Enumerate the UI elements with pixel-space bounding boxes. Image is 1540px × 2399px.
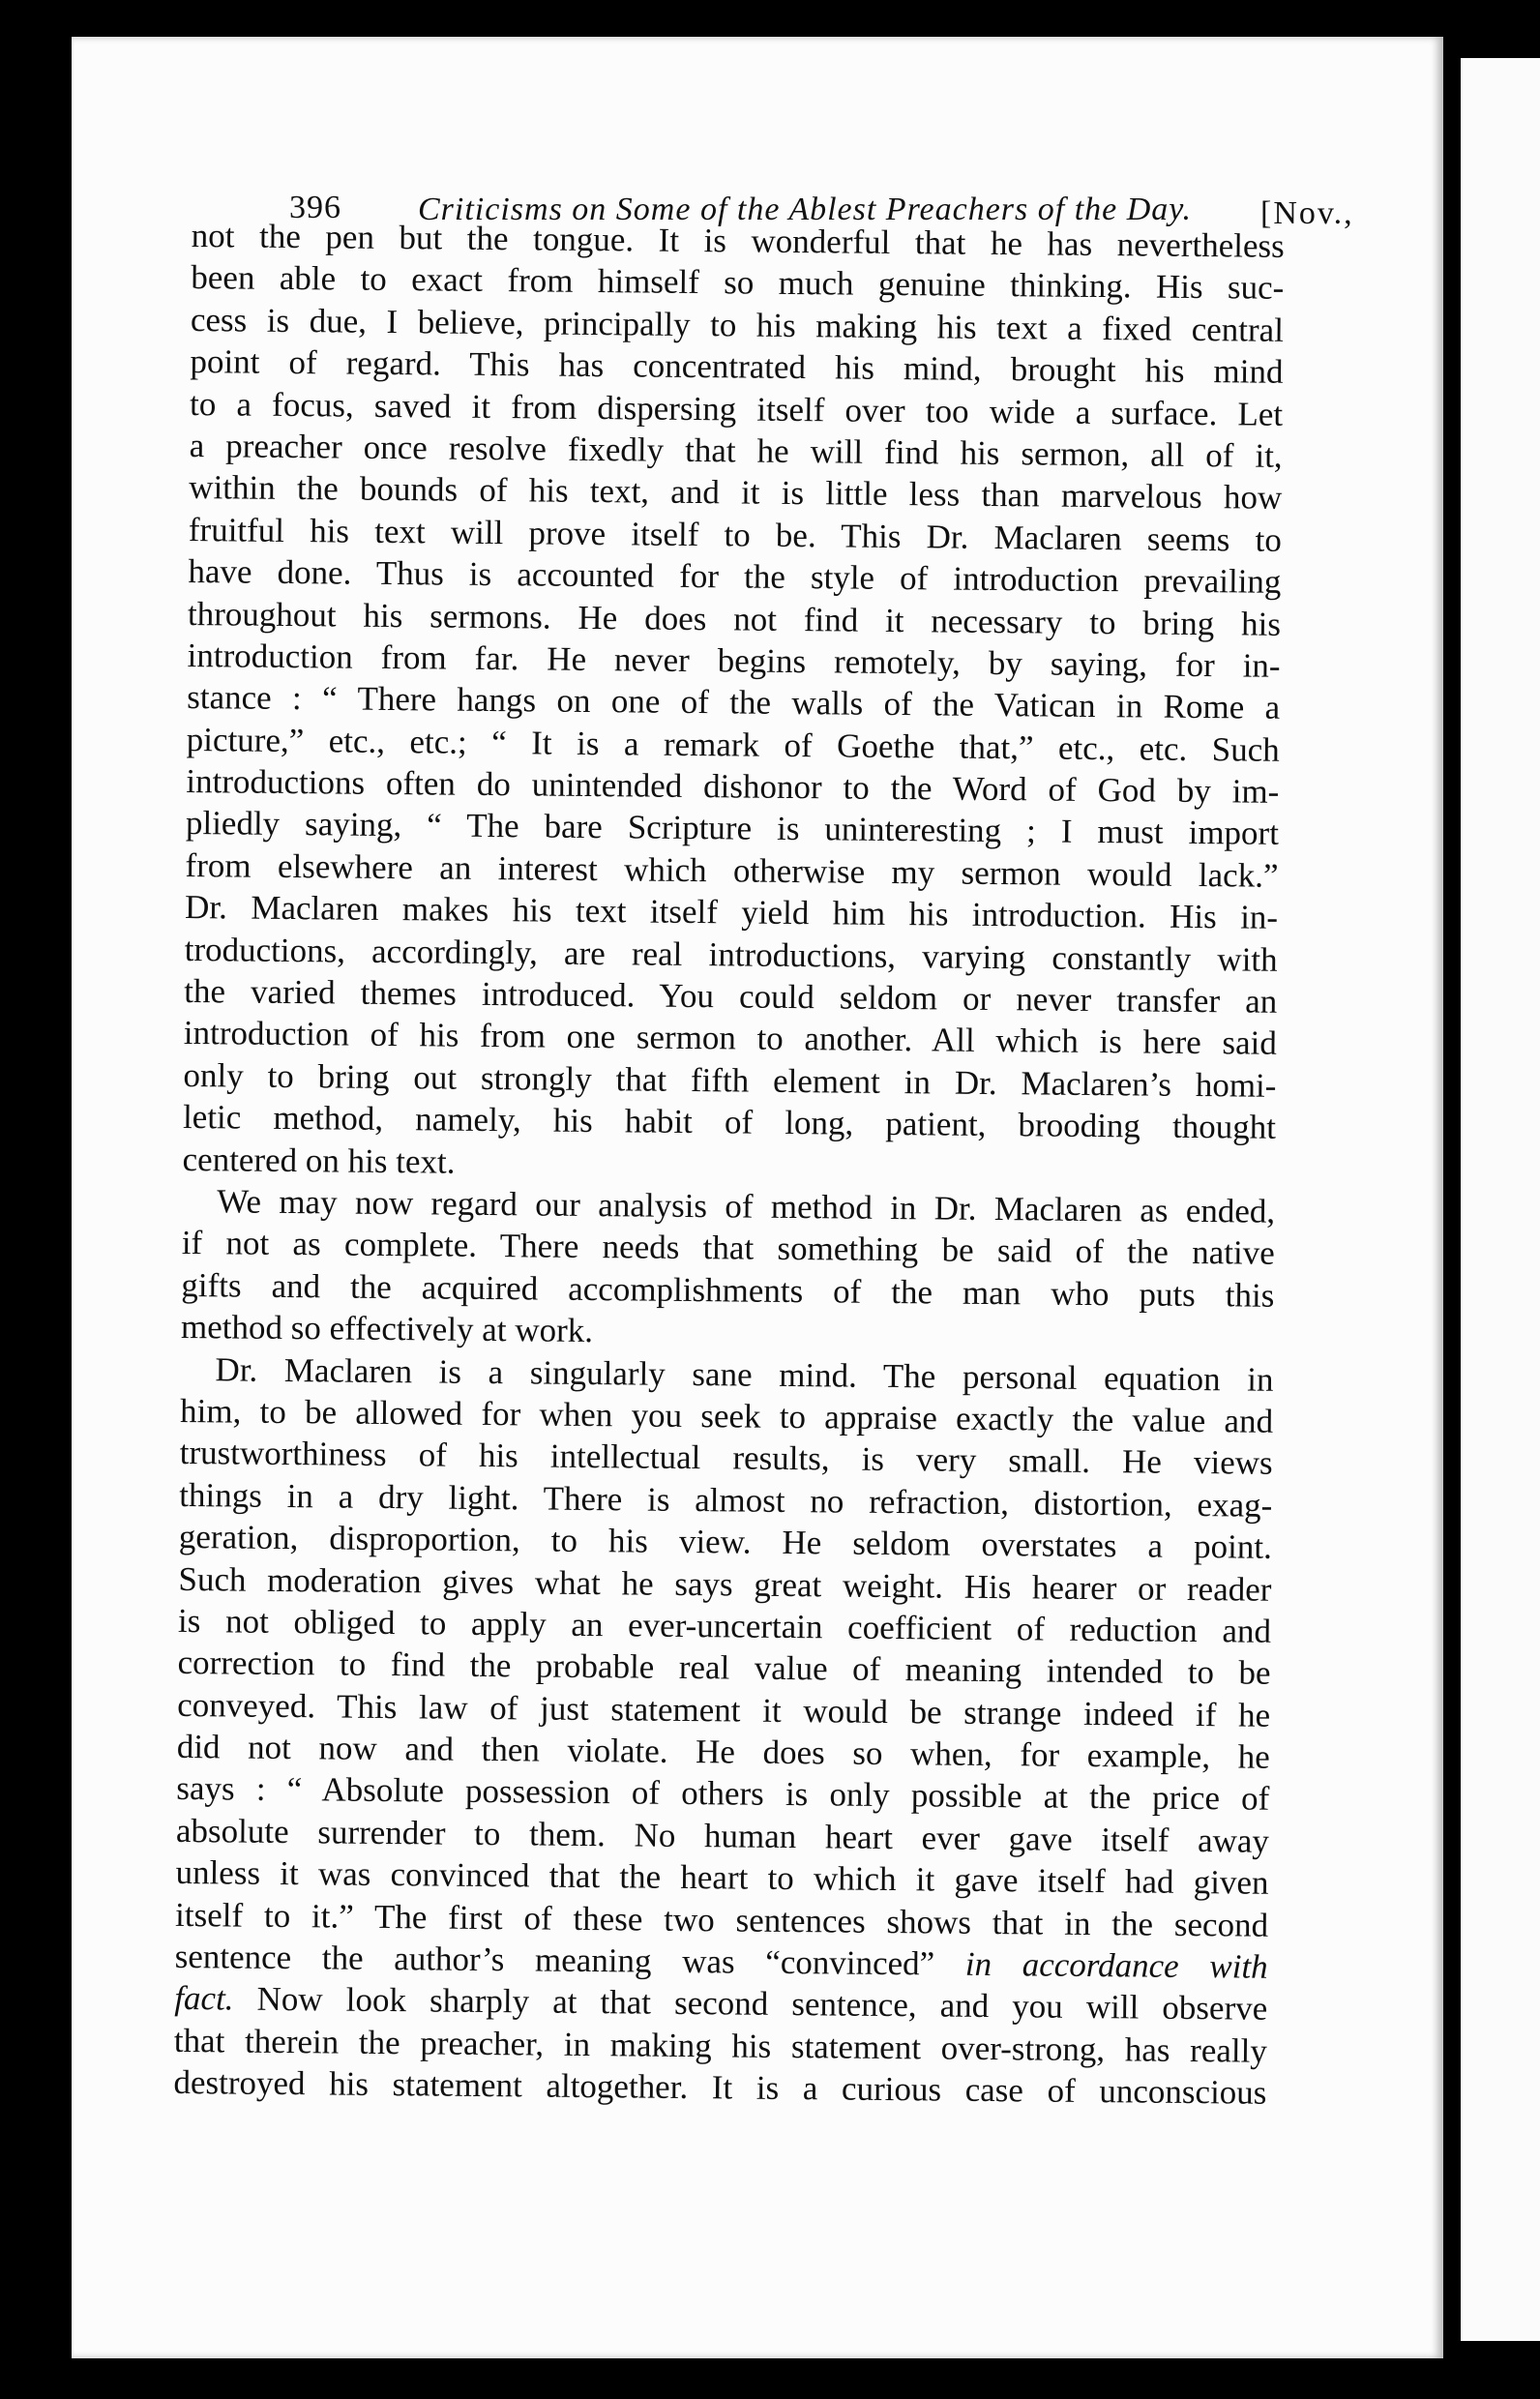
text-line: introduction of his from one sermon to another. All which is here said (183, 1014, 1278, 1063)
text-line: gifts and the acquired accomplishments of the man who puts this (181, 1265, 1275, 1315)
line-segment: Now look sharply at that second sentence, and you will observe (256, 1980, 1268, 2029)
text-line: within the bounds of his text, and it is little less than marvelous how (189, 468, 1283, 518)
text-line: method so effectively at work. (180, 1308, 594, 1350)
text-line: centered on his text. (182, 1140, 456, 1181)
text-line: is not obliged to apply an ever-uncertain coefficient of reduction and (177, 1601, 1272, 1650)
text-line: correction to find the probable real value of meaning intended to be (177, 1644, 1271, 1693)
text-line: trustworthiness of his intellectual results, is very small. He views (179, 1434, 1273, 1483)
text-line: picture,” etc., etc.; “ It is a remark of Goethe that,” etc., etc. Such (186, 720, 1280, 769)
body-text (173, 215, 1285, 2114)
text-line: have done. Thus is accounted for the style of introduction prevailing (188, 552, 1282, 601)
line-segment: sentence the author’s meaning was “convinced” (174, 1937, 935, 1983)
italic-phrase: in accordance with (964, 1944, 1268, 1986)
text-line: that therein the preacher, in making his statement over-strong, has really (173, 2021, 1268, 2070)
text-line: been able to exact from himself so much genuine thinking. His suc- (191, 258, 1285, 308)
text-line: did not now and then violate. He does so when, for example, he (176, 1727, 1270, 1776)
text-line: things in a dry light. There is almost no refraction, distortion, exag- (179, 1475, 1273, 1525)
text-line: to a focus, saved it from dispersing itself over too wide a surface. Let (189, 384, 1284, 433)
text-line: from elsewhere an interest which otherwise my sermon would lack.” (185, 845, 1279, 895)
text-line: pliedly saying, “ The bare Scripture is uninteresting ; I must import (185, 804, 1280, 853)
text-line: throughout his sermons. He does not find it necessary to bring his (187, 594, 1282, 643)
text-line: Dr. Maclaren is a singularly sane mind. The personal equation in (215, 1349, 1274, 1399)
text-line: letic method, namely, his habit of long, patient, brooding thought (182, 1098, 1277, 1147)
text-line: not the pen but the tongue. It is wonderful that he has nevertheless (191, 216, 1285, 265)
text-line: destroyed his statement altogether. It is a curious case of unconscious (173, 2063, 1267, 2112)
text-line: introduction from far. He never begins remotely, by saying, for in- (187, 636, 1281, 685)
text-line: the varied themes introduced. You could seldom or never transfer an (184, 971, 1278, 1021)
text-line: point of regard. This has concentrated his mind, brought his mind (190, 342, 1284, 392)
text-line: Such moderation gives what he says great weight. His hearer or reader (178, 1559, 1272, 1609)
text-line: troductions, accordingly, are real introductions, varying constantly with (184, 930, 1278, 979)
text-line: unless it was convinced that the heart to which it gave itself had given (175, 1853, 1269, 1903)
text-line: only to bring out strongly that fifth element in Dr. Maclaren’s homi- (183, 1055, 1277, 1105)
adjacent-page-edge (1461, 58, 1540, 2341)
text-line: cess is due, I believe, principally to his making his text a fixed central (190, 300, 1285, 349)
header-month: [Nov., (1260, 195, 1354, 231)
text-line: fruitful his text will prove itself to be. This Dr. Maclaren seems to (188, 510, 1283, 559)
italic-word: fact. (174, 1979, 234, 2018)
text-line: conveyed. This law of just statement it would be strange indeed if he (177, 1685, 1271, 1734)
text-line: stance : “ There hangs on one of the walls of the Vatican in Rome a (187, 678, 1281, 727)
text-line: a preacher once resolve fixedly that he will find his sermon, all of it, (189, 426, 1283, 475)
text-line: introductions often do unintended dishonor to the Word of God by im- (186, 762, 1280, 811)
text-line: geration, disproportion, to his view. He seldom overstates a point. (178, 1518, 1273, 1566)
text-line: itself to it.” The first of these two sentences shows that in the second (174, 1895, 1269, 1944)
text-line: if not as complete. There needs that something be said of the native (181, 1224, 1275, 1273)
text-line: him, to be allowed for when you seek to appraise exactly the value and (179, 1391, 1274, 1440)
running-title: Criticisms on Some of the Ablest Preachers of the Day. (418, 192, 1193, 227)
text-line: says : “ Absolute possession of others is only possible at the price of (176, 1769, 1270, 1819)
text-line: We may now regard our analysis of method in Dr. Maclaren as ended, (217, 1182, 1276, 1230)
text-line: Dr. Maclaren makes his text itself yield him his introduction. His in- (184, 888, 1279, 937)
page-number: 396 (289, 190, 341, 225)
text-line: absolute surrender to them. No human heart ever gave itself away (175, 1811, 1270, 1860)
